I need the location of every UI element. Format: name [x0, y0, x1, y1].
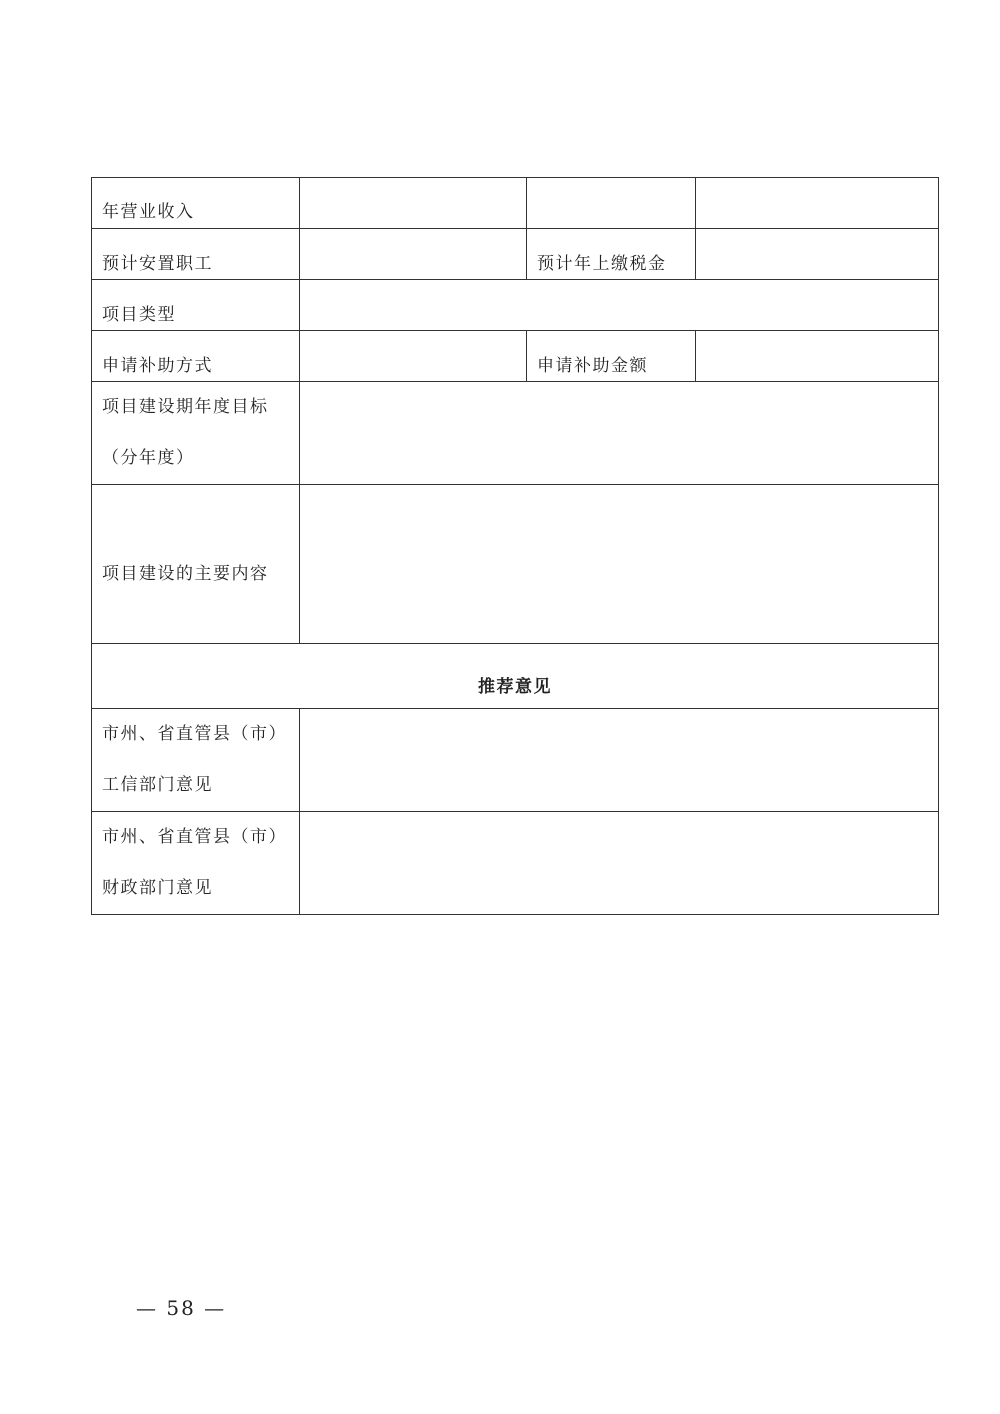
- label-finance-opinion-line1: 市州、省直管县（市）: [102, 827, 287, 847]
- recommendation-heading: 推荐意见: [92, 644, 939, 709]
- value-subsidy-method[interactable]: [300, 331, 527, 382]
- row-annual-goals: [92, 382, 939, 485]
- value-subsidy-amount[interactable]: [696, 331, 939, 382]
- label-industry-opinion: [92, 709, 300, 812]
- row-industry-opinion: [92, 709, 939, 812]
- value-expected-employees[interactable]: [300, 229, 527, 280]
- value-annual-goals[interactable]: [300, 382, 939, 485]
- label-subsidy-method: 申请补助方式: [92, 331, 300, 382]
- label-annual-goals-line1: 项目建设期年度目标: [102, 397, 269, 417]
- row-annual-revenue: [92, 178, 939, 229]
- application-form-table: [91, 177, 939, 915]
- label-project-type: 项目类型: [92, 280, 300, 331]
- value-finance-opinion[interactable]: [300, 812, 939, 915]
- label-finance-opinion: [92, 812, 300, 915]
- page-number: — 58 —: [136, 1296, 227, 1320]
- label-finance-opinion-line2: 财政部门意见: [102, 878, 213, 898]
- row-employees: [92, 229, 939, 280]
- value-main-content[interactable]: [300, 485, 939, 644]
- value-expected-tax[interactable]: [696, 229, 939, 280]
- value-industry-opinion[interactable]: [300, 709, 939, 812]
- label-subsidy-amount: 申请补助金额: [527, 331, 696, 382]
- label-industry-opinion-line1: 市州、省直管县（市）: [102, 724, 287, 744]
- row-subsidy: [92, 331, 939, 382]
- label-annual-goals-line2: （分年度）: [102, 448, 195, 468]
- label-annual-revenue: 年营业收入: [92, 178, 300, 229]
- label-main-content: 项目建设的主要内容: [92, 485, 300, 644]
- row-finance-opinion: [92, 812, 939, 915]
- value-annual-revenue-extra[interactable]: [527, 178, 696, 229]
- value-project-type[interactable]: [300, 280, 939, 331]
- label-industry-opinion-line2: 工信部门意见: [102, 775, 213, 795]
- label-expected-tax: 预计年上缴税金: [527, 229, 696, 280]
- value-annual-revenue-extra2[interactable]: [696, 178, 939, 229]
- value-annual-revenue[interactable]: [300, 178, 527, 229]
- row-recommendation-heading: [92, 644, 939, 709]
- label-annual-goals: [92, 382, 300, 485]
- row-main-content: [92, 485, 939, 644]
- row-project-type: [92, 280, 939, 331]
- label-expected-employees: 预计安置职工: [92, 229, 300, 280]
